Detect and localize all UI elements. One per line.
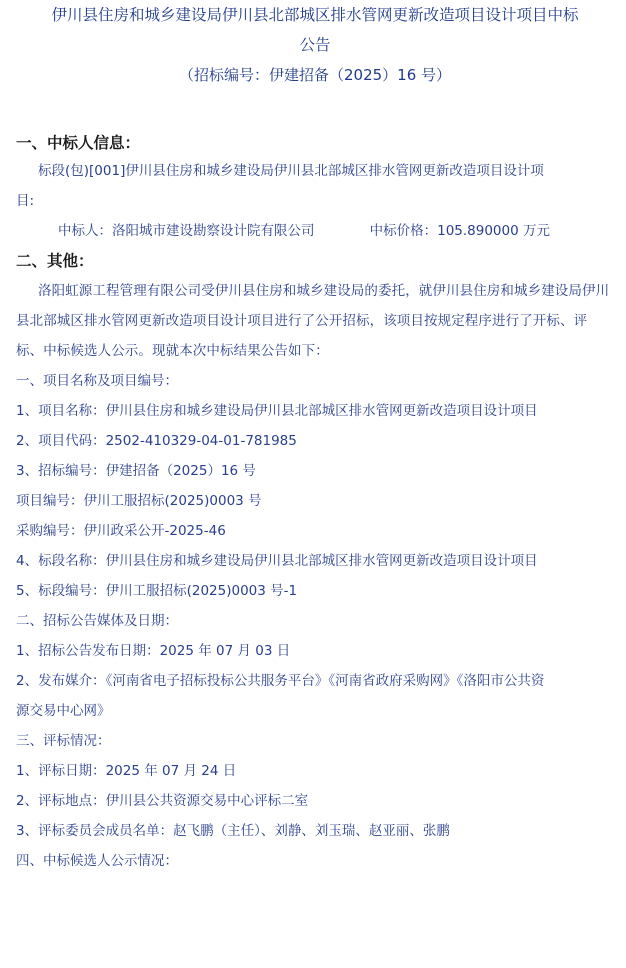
- detail-line: 四、中标候选人公示情况：: [16, 853, 178, 869]
- title-line-1: 伊川县住房和城乡建设局伊川县北部城区排水管网更新改造项目设计项目中标: [51, 6, 579, 24]
- winner-name: 中标人：洛阳城市建设勘察设计院有限公司: [58, 223, 315, 239]
- winner-price: 中标价格：105.890000 万元: [369, 223, 550, 239]
- detail-line: 5、标段编号：伊川工服招标(2025)0003 号-1: [16, 583, 298, 599]
- detail-line: 1、招标公告发布日期：2025 年 07 月 03 日: [16, 643, 291, 659]
- detail-line: 项目编号：伊川工服招标(2025)0003 号: [16, 493, 262, 509]
- tender-number-subtitle: （招标编号：伊建招备（2025）16 号）: [178, 66, 452, 84]
- section-winner-info-heading: 一、中标人信息：: [16, 134, 141, 152]
- detail-line: 一、项目名称及项目编号：: [16, 373, 178, 389]
- detail-line: 1、项目名称：伊川县住房和城乡建设局伊川县北部城区排水管网更新改造项目设计项目: [16, 403, 538, 419]
- detail-line: 3、评标委员会成员名单：赵飞鹏（主任）、刘静、刘玉瑞、赵亚丽、张鹏: [16, 823, 450, 839]
- detail-line: 二、招标公告媒体及日期：: [16, 613, 178, 629]
- detail-line: 三、评标情况：: [16, 733, 111, 749]
- winner-row: [16, 216, 614, 246]
- detail-line: 4、标段名称：伊川县住房和城乡建设局伊川县北部城区排水管网更新改造项目设计项目: [16, 553, 538, 569]
- intro-paragraph: 洛阳虹源工程管理有限公司受伊川县住房和城乡建设局的委托，就伊川县住房和城乡建设局伊川县北部城区排水管网更新改造项目设计项目进行了公开招标，该项目按规定程序进行了开标、评标、中标候选人公示。现就本次中标结果公告如下：: [16, 283, 610, 359]
- detail-line: 2、评标地点：伊川县公共资源交易中心评标二室: [16, 793, 309, 809]
- lot-line-2: 目:: [16, 193, 35, 209]
- detail-line: 3、招标编号：伊建招备（2025）16 号: [16, 463, 256, 479]
- detail-line: 采购编号：伊川政采公开-2025-46: [16, 523, 226, 539]
- media-line-1: 2、发布媒介：《河南省电子招标投标公共服务平台》《河南省政府采购网》《洛阳市公共资: [16, 673, 545, 689]
- section-other-heading: 二、其他：: [16, 252, 94, 270]
- detail-line: 2、项目代码：2502-410329-04-01-781985: [16, 433, 297, 449]
- lot-line-1: 标段(包)[001]伊川县住房和城乡建设局伊川县北部城区排水管网更新改造项目设计项: [38, 163, 544, 179]
- media-line-2: 源交易中心网》: [16, 703, 111, 719]
- detail-line: 1、评标日期：2025 年 07 月 24 日: [16, 763, 237, 779]
- title-line-2: 公告: [299, 36, 331, 54]
